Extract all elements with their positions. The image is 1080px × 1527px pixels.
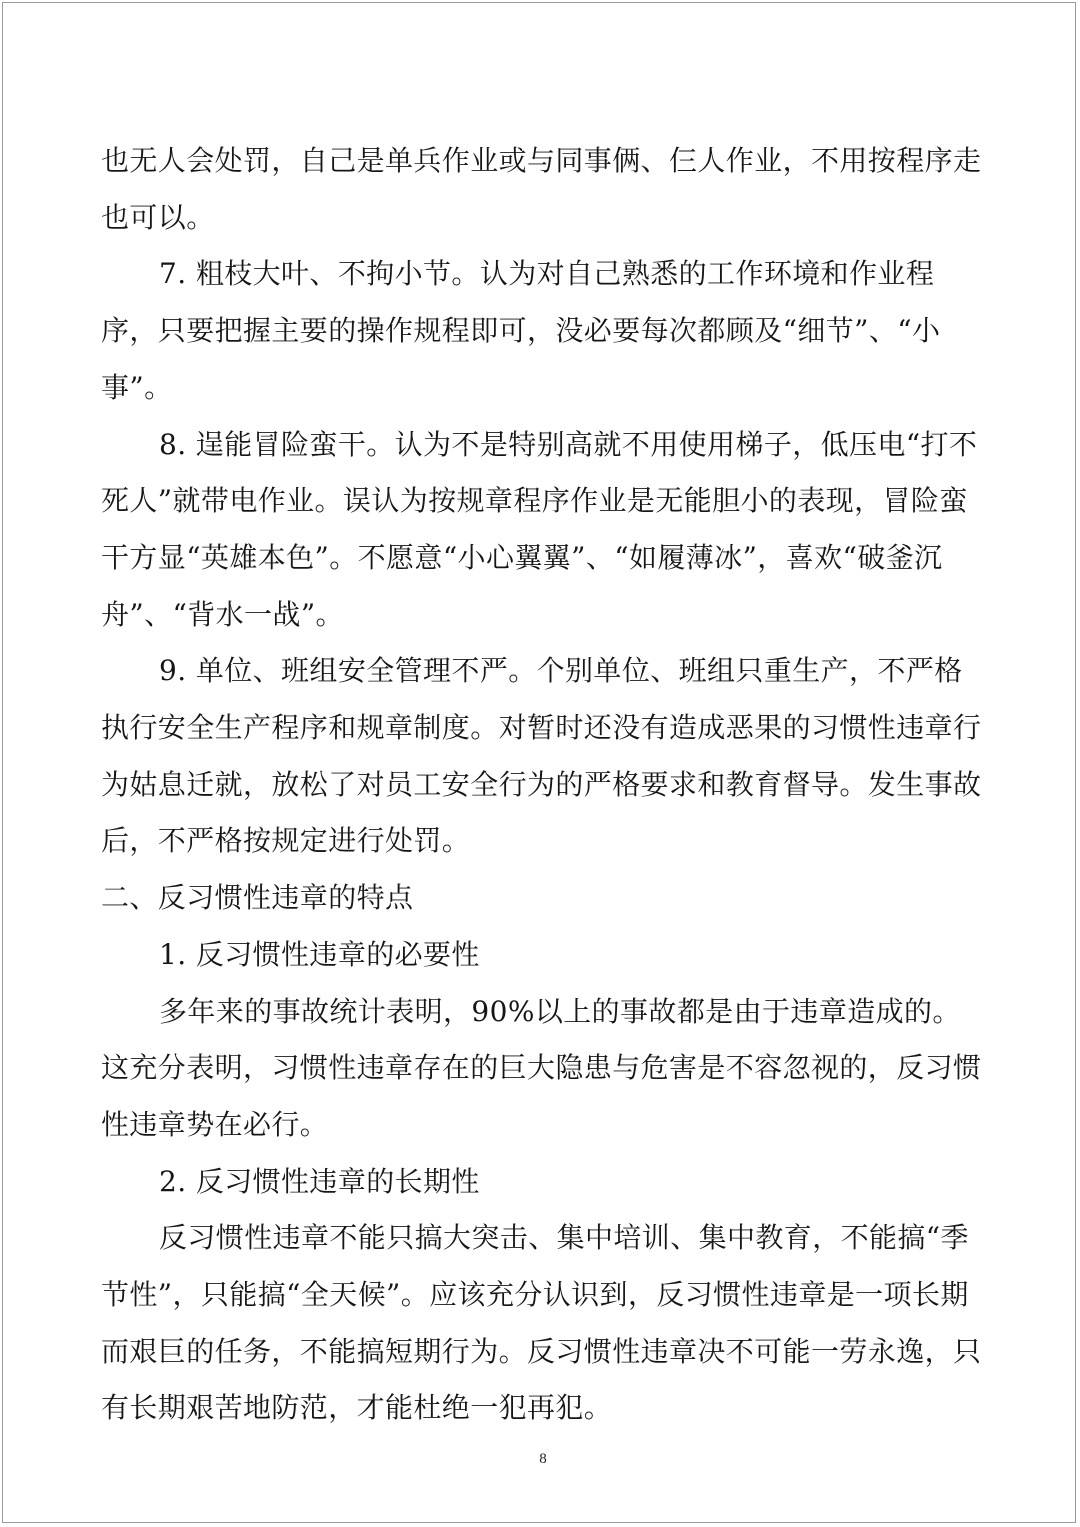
paragraph-necessity: 多年来的事故统计表明，90%以上的事故都是由于违章造成的。这充分表明，习惯性违章存在的巨大隐患与危害是不容忽视的，反习惯性违章势在必行。 (101, 994, 982, 1141)
page-number: 8 (539, 1451, 547, 1467)
paragraph-continuation: 也无人会处罚，自己是单兵作业或与同事俩、仨人作业，不用按程序走也可以。 (101, 144, 982, 234)
paragraph-item-9: 9. 单位、班组安全管理不严。个别单位、班组只重生产，不严格执行安全生产程序和规章制度。对暂时还没有造成恶果的习惯性违章行为姑息迁就，放松了对员工安全行为的严格要求和教育督导。发生事故后，不严格按规定进行处罚。 (101, 654, 982, 858)
paragraph-item-8: 8. 逞能冒险蛮干。认为不是特别高就不用使用梯子，低压电“打不死人”就带电作业。误认为按规章程序作业是无能胆小的表现，冒险蛮干方显“英雄本色”。不愿意“小心翼翼”、“如履薄冰”，喜欢“破釜沉舟”、“背水一战”。 (101, 427, 978, 631)
paragraph-long-term: 反习惯性违章不能只搞大突击、集中培训、集中教育，不能搞“季节性”，只能搞“全天候”。应该充分认识到，反习惯性违章是一项长期而艰巨的任务，不能搞短期行为。反习惯性违章决不可能一劳永逸，只有长期艰苦地防范，才能杜绝一犯再犯。 (101, 1221, 982, 1425)
document-page (2, 2, 1076, 1523)
subheading-necessity: 1. 反习惯性违章的必要性 (159, 937, 480, 971)
section-heading: 二、反习惯性违章的特点 (101, 881, 414, 915)
paragraph-item-7: 7. 粗枝大叶、不拘小节。认为对自己熟悉的工作环境和作业程序，只要把握主要的操作规程即可，没必要每次都顾及“细节”、“小事”。 (101, 257, 941, 404)
subheading-long-term: 2. 反习惯性违章的长期性 (159, 1164, 480, 1198)
document-body (101, 133, 987, 1437)
